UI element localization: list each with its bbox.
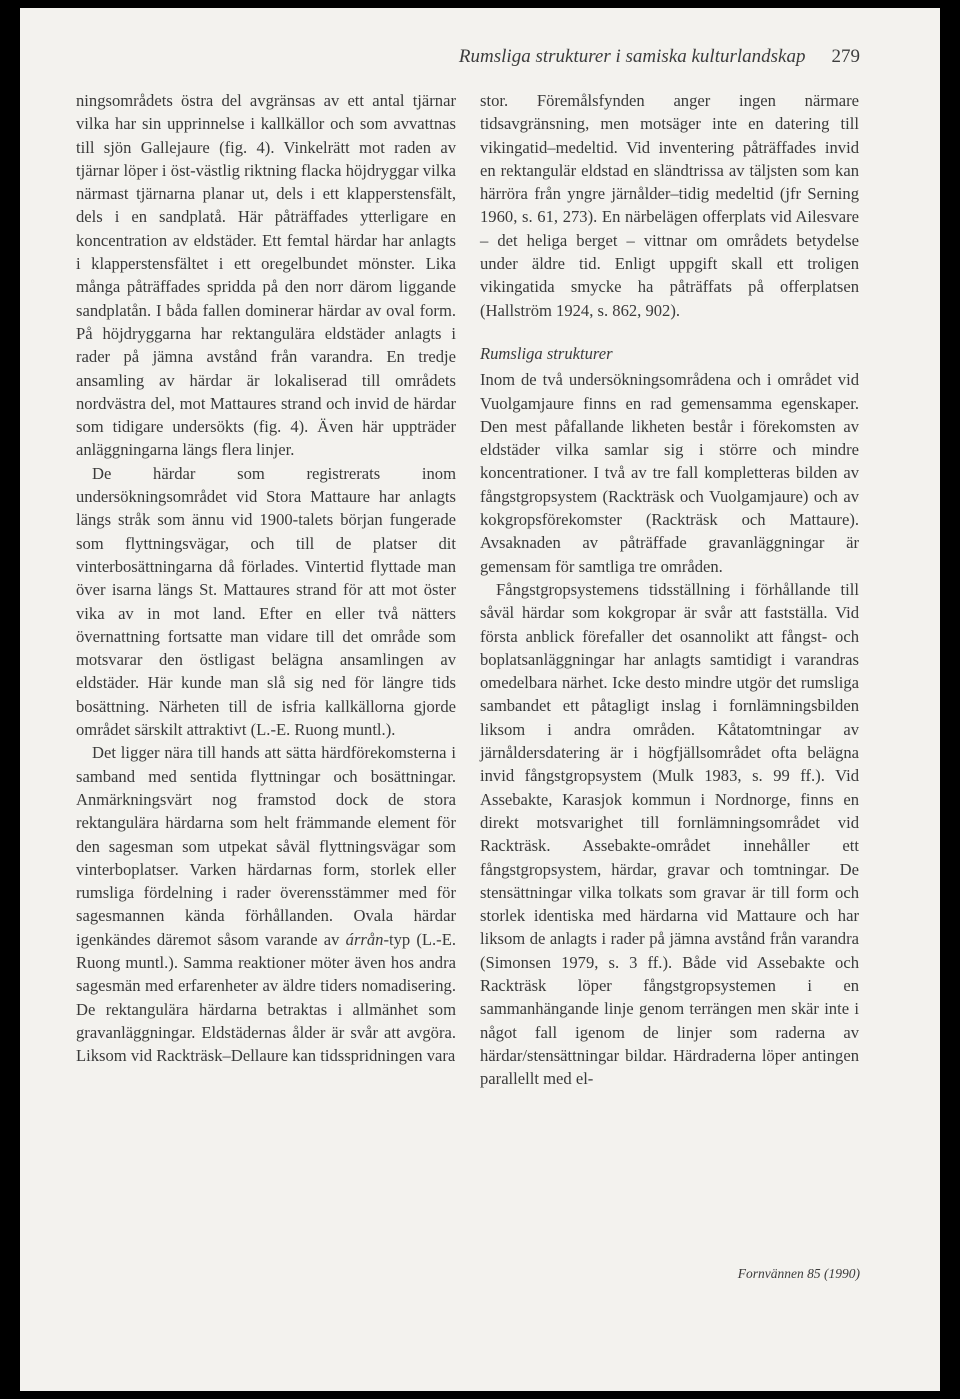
paragraph-text: -typ (L.-E. Ruong muntl.). Samma reaktioner möter även hos andra sagesmän med erfarenheter av äldre tiders nomadisering. De rektangulära härdarna betraktas i allmänhet som gravanläggningar. Eldstädernas ålder är svår att avgöra. Liksom vid Rackträsk–Dellaure kan tidsspridningen vara [76, 929, 456, 1066]
left-column [76, 89, 456, 1067]
section-heading: Rumsliga strukturer [480, 343, 613, 363]
paragraph: Inom de två undersökningsområdena och i området vid Vuolgamjaure finns en rad gemensamma egenskaper. Den mest påfallande likheten består i förekomsten av eldstäder vilka samlar sig i större och mindre koncentrationer. I två av tre fall kompletteras bilden av fångstgropsystem (Rackträsk och Vuolgamjaure) och av kokgropsförekomster (Rackträsk och Mattaure). Avsaknaden av påträffade gravanläggningar är gemensam för samtliga tre områden. [480, 370, 859, 576]
paragraph: stor. Föremålsfynden anger ingen närmare tidsavgränsning, men motsäger inte en datering till vikingatid–medeltid. Vid inventering påträffades invid en rektangulär eldstad en sländtrissa av täljsten som kan härröra från yngre järnålder–tidig medeltid (jfr Serning 1960, s. 61, 273). En närbelägen offerplats vid Ailesvare – det heliga berget – vittnar om områdets betydelse under äldre tid. Enligt uppgift skall ett troligen vikingatida smycke ha påträffats på offerplatsen (Hallström 1924, s. 862, 902). [480, 91, 859, 320]
journal-footer: Fornvännen 85 (1990) [737, 1266, 860, 1281]
page-number: 279 [831, 46, 860, 67]
running-header [20, 46, 860, 68]
document-page [20, 8, 940, 1391]
paragraph: Fångstgropsystemens tidsställning i förhållande till såväl härdar som kokgropar är svår att fastställa. Vid första anblick förefaller det osannolikt att fångst- och boplatsanläggningar har anlagts samtidigt i varandras omedelbara närhet. Icke desto mindre utgör det rumsliga sambandet ett påtagligt inslag i fornlämningsbilden liksom i andra områden. Kåtatomtningar av järnåldersdatering är i högfjällsområdet ofta belägna invid fångstgropsystem (Mulk 1983, s. 99 ff.). Vid Assebakte, Karasjok kommun i Nordnorge, finns en direkt motsvarighet till fornlämningsområdet vid Rackträsk. Assebakte-området innehåller ett fångstgropsystem, härdar, gravar och tomtningar. De stensättningar vilka tolkats som gravar är till form och storlek identiska med härdarna vid Mattaure och har liksom de anlagts i rader på jämna avstånd från varandra (Simonsen 1979, s. 3 ff.). Både vid Assebakte och Rackträsk löper fångstgropsystemen i en sammanhängande linje genom terrängen men skär inte i något fall igenom de linjer som raderna av härdar/stensättningar bildar. Härdraderna löper antingen parallellt med el- [480, 579, 859, 1089]
right-column [480, 89, 859, 1090]
paragraph [76, 741, 456, 1067]
paragraph-text: Det ligger nära till hands att sätta härdförekomsterna i samband med sentida flyttningar och bosättningar. Anmärkningsvärt nog framstod dock de stora rektangulära härdarna som helt främmande element för den sagesman som utpekat såväl flyttningsvägar som vinterboplatser. Varken härdarnas form, storlek eller rumsliga fördelning i rader överensstämmer med för sagesmannen kända förhållanden. Ovala härdar igenkändes däremot såsom varande av [76, 743, 456, 949]
running-title: Rumsliga strukturer i samiska kulturlandskap [458, 46, 806, 67]
paragraph: De härdar som registrerats inom undersökningsområdet vid Stora Mattaure har anlagts längs stråk som ännu vid 1900-talets början fungerade som flyttningsvägar, och till de platser dit vinterbosättningarna då förlades. Vintertid flyttade man över isarna längs St. Mattaures strand för att mot öster vika av in mot land. Efter en eller två nätters övernattning fortsatte man vidare till det område som motsvarar den östligast belägna ansamlingen av eldstäder. Här kunde man slå sig ned för längre tids bosättning. Närheten till de isfria kallkällorna gjorde området särskilt attraktivt (L.-E. Ruong muntl.). [76, 463, 456, 740]
italic-term: árrån [345, 929, 384, 949]
paragraph: ningsområdets östra del avgränsas av ett antal tjärnar vilka har sin upprinnelse i kallkällor och som avvattnas till sjön Gallejaure (fig. 4). Vinkelrätt mot raden av tjärnar löper i öst-västlig riktning flacka höjdryggar vilka närmast tjärnarna planar ut, dels i ett klapperstensfält, dels i en sandplatå. Här påträffades ytterligare en koncentration av eldstäder. Ett femtal härdar har anlagts i klapperstensfältet i ett oregelbundet mönster. Lika många påträffades spridda på den norr därom liggande sandplatån. I båda fallen dominerar härdar av oval form. På höjdryggarna har rektangulära eldstäder anlagts i rader på jämna avstånd från varandra. En tredje ansamling av härdar är lokaliserad till områdets nordvästra del, mot Mattaures strand och invid de härdar som tidigare undersökts (fig. 4). Även här uppträder anläggningarna längs flera linjer. [76, 91, 456, 460]
